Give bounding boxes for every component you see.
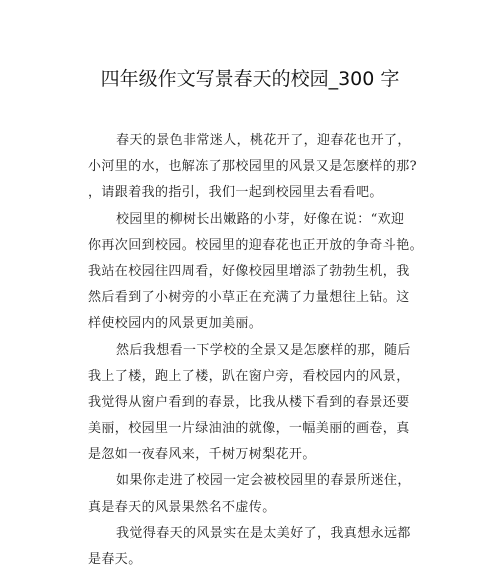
paragraph-line: ，请跟着我的指引，我们一起到校园里去看看吧。 <box>88 185 383 201</box>
paragraph-line: 我站在校园往四周看，好像校园里增添了勃勃生机，我 <box>88 263 410 279</box>
paragraph-line: 是忽如一夜春风来，千树万树梨花开。 <box>88 447 316 463</box>
paragraph-line: 你再次回到校园。校园里的迎春花也正开放的争奇斗艳。 <box>88 237 424 253</box>
paragraph-line: 小河里的水，也解冻了那校园里的风景又是怎麽样的那? <box>88 159 417 175</box>
paragraph-line: 我觉得春天的风景实在是太美好了，我真想永远都 <box>116 525 411 541</box>
document-title: 四年级作文写景春天的校园_300 字 <box>100 68 400 90</box>
paragraph-line: 校园里的柳树长出嫩路的小芽，好像在说：“欢迎 <box>116 211 405 227</box>
paragraph-line: 春天的景色非常迷人，桃花开了，迎春花也开了， <box>116 133 411 148</box>
document-body <box>88 128 424 573</box>
paragraph-line: 我觉得从窗户看到的春景，比我从楼下看到的春景还要 <box>88 394 410 410</box>
paragraph-line: 然后我想看一下学校的全景又是怎麽样的那，随后 <box>116 342 411 358</box>
paragraph-line: 真是春天的风景果然名不虚传。 <box>88 499 276 515</box>
paragraph-line: 然后看到了小树旁的小草正在充满了力量想往上钻。这 <box>88 290 410 306</box>
paragraph-line: 我上了楼，跑上了楼，趴在窗户旁，看校园内的风景， <box>88 368 410 384</box>
paragraph-line: 是春天。 <box>88 552 142 567</box>
paragraph-line: 美丽，校园里一片绿油油的就像，一幅美丽的画卷，真 <box>88 421 410 437</box>
paragraph-line: 如果你走进了校园一定会被校园里的春景所迷住， <box>116 473 411 489</box>
paragraph-line: 样使校园内的风景更加美丽。 <box>88 316 263 332</box>
